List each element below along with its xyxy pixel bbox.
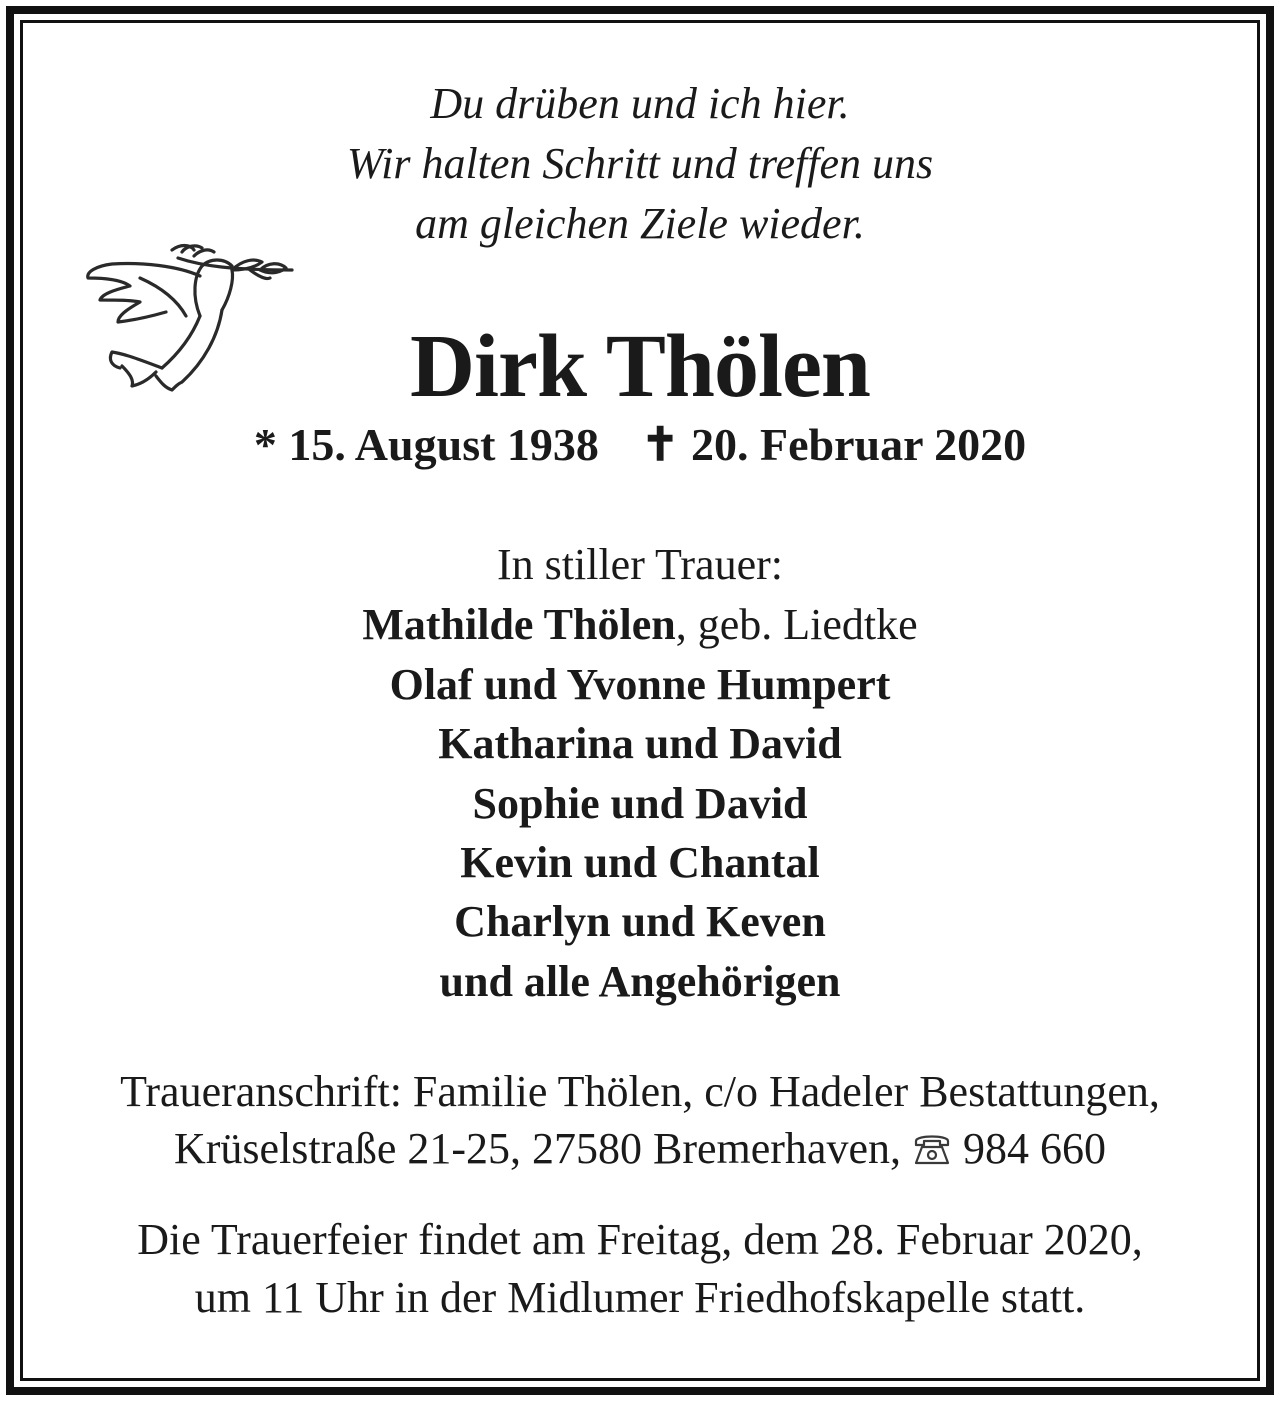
poem-line-1: Du drüben und ich hier. [430,79,850,128]
phone-number: 984 660 [963,1124,1106,1173]
life-dates [0,419,1280,470]
deceased-name: Dirk Thölen [410,317,870,416]
mourner-line: Charlyn und Keven [454,897,826,946]
birth-date: * 15. August 1938 [253,419,599,470]
mourner-line: Katharina und David [438,719,842,768]
address-line-1: Traueranschrift: Familie Thölen, c/o Hadeler Bestattungen, [120,1067,1160,1116]
death-date: ✝ 20. Februar 2020 [640,419,1027,470]
mourner-name: Mathilde Thölen [362,600,676,649]
mourner-maiden-name: , geb. Liedtke [675,600,918,649]
ceremony-line-1: Die Trauerfeier findet am Freitag, dem 28. Februar 2020, [137,1215,1143,1264]
address-line-2 [0,1124,1280,1173]
mourner-line: Kevin und Chantal [460,838,820,887]
address-street: Krüselstraße 21-25, 27580 Bremerhaven, [173,1124,901,1173]
mourner-line: und alle Angehörigen [439,957,841,1006]
poem-line-2: Wir halten Schritt und treffen uns [346,139,934,188]
mourning-intro: In stiller Trauer: [497,540,783,589]
poem-line-3: am gleichen Ziele wieder. [415,199,865,248]
ceremony-line-2: um 11 Uhr in der Midlumer Friedhofskapelle statt. [194,1273,1086,1322]
telephone-icon [912,1131,952,1167]
mourner-line: Olaf und Yvonne Humpert [389,660,891,709]
mourner-line [0,600,1280,649]
mourner-line: Sophie und David [472,779,808,828]
